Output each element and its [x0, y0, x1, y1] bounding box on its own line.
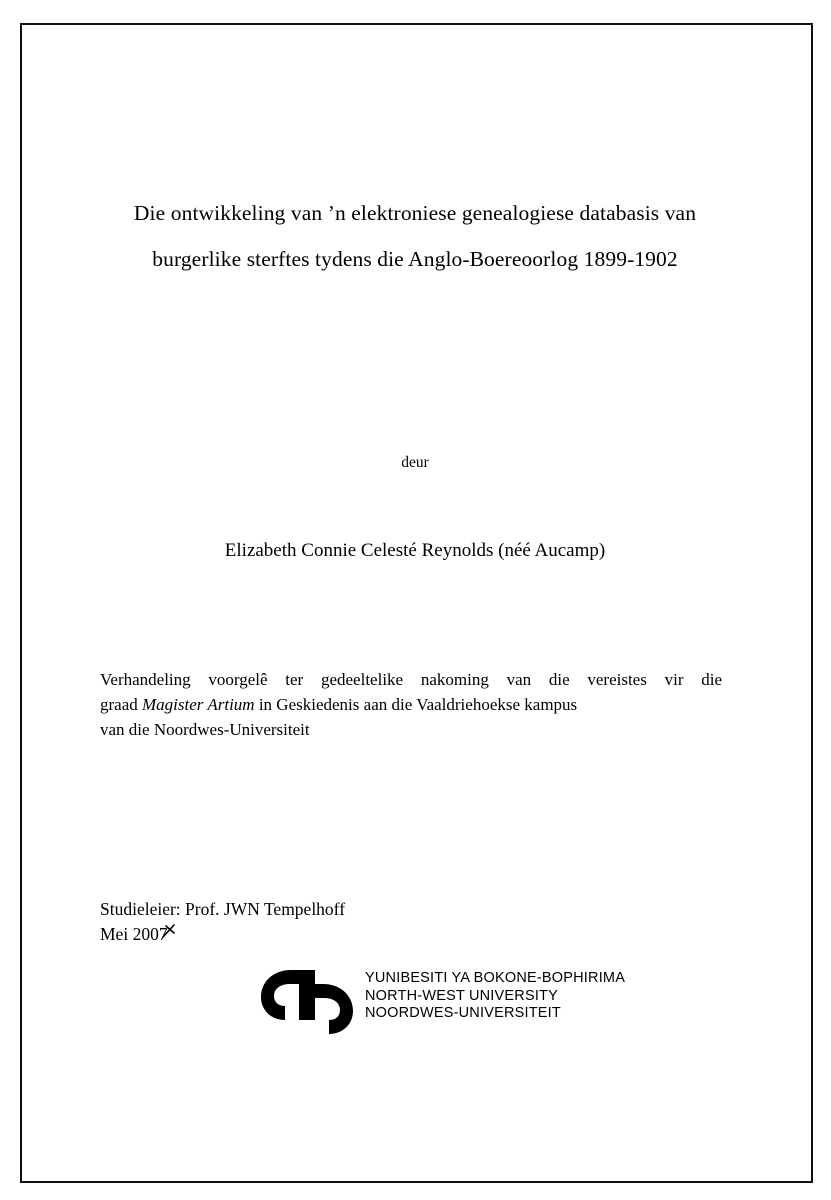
degree-statement — [100, 667, 722, 742]
degree-statement-line-2-post: in Geskiedenis aan die Vaaldriehoekse kampus — [254, 695, 578, 714]
supervisor-block — [100, 897, 730, 947]
degree-name-italic: Magister Artium — [142, 695, 255, 714]
university-logo-line-2: NORTH-WEST UNIVERSITY — [365, 987, 558, 1004]
university-logo-text — [365, 970, 625, 1023]
page-title — [100, 190, 730, 282]
north-west-university-mark-icon — [255, 966, 359, 1038]
title-page-content — [100, 190, 730, 947]
byline-word: deur — [401, 454, 429, 471]
page-title-line-1: Die ontwikkeling van ’n elektroniese genealogiese databasis van — [133, 201, 697, 225]
date-line: Mei 2007 — [100, 924, 168, 944]
university-logo-line-3: NOORDWES-UNIVERSITEIT — [365, 1005, 561, 1021]
author-name: Elizabeth Connie Celesté Reynolds (néé Aucamp) — [224, 540, 606, 561]
degree-statement-line-2 — [100, 692, 722, 717]
university-logo — [255, 962, 626, 1042]
degree-statement-line-1: Verhandeling voorgelê ter gedeeltelike nakoming van die vereistes vir die — [100, 670, 722, 689]
pen-stroke-icon — [162, 924, 176, 939]
degree-statement-line-2-pre: graad — [100, 695, 143, 714]
degree-statement-line-3: van die Noordwes-Universiteit — [100, 720, 310, 739]
page-title-line-2: burgerlike sterftes tydens die Anglo-Boereoorlog 1899-1902 — [152, 247, 678, 271]
date-line-wrap — [100, 922, 168, 947]
university-logo-line-1: YUNIBESITI YA BOKONE-BOPHIRIMA — [365, 970, 626, 986]
supervisor-line: Studieleier: Prof. JWN Tempelhoff — [100, 899, 346, 919]
